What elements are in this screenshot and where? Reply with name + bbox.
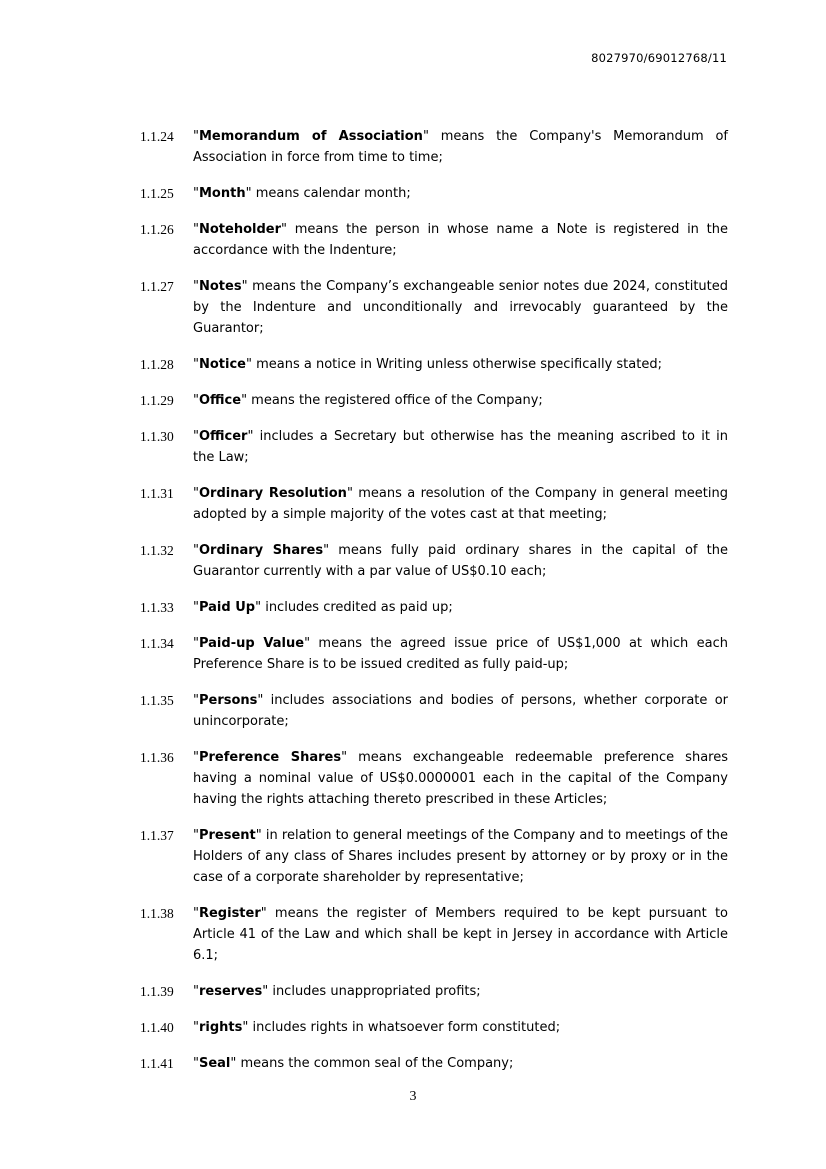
definition-item xyxy=(140,747,728,810)
definition-item xyxy=(140,633,728,675)
definition-text xyxy=(193,540,728,582)
definition-number: 1.1.28 xyxy=(140,357,174,372)
open-quote: " xyxy=(193,600,199,615)
open-quote: " xyxy=(193,186,199,201)
definition-body-text: means fully paid ordinary shares in the capital of the Guarantor currently with a par value of US$0.10 each; xyxy=(193,543,728,579)
open-quote: " xyxy=(193,393,199,408)
definition-term: rights xyxy=(198,1020,243,1035)
open-quote: " xyxy=(193,750,199,765)
close-quote: " xyxy=(260,906,267,921)
definition-term: Seal xyxy=(198,1056,231,1071)
definition-item xyxy=(140,1017,728,1038)
open-quote: " xyxy=(193,828,199,843)
definition-term: Notes xyxy=(198,279,242,294)
definition-number: 1.1.41 xyxy=(140,1056,174,1071)
definition-item xyxy=(140,825,728,888)
definition-number: 1.1.27 xyxy=(140,279,174,294)
close-quote: " xyxy=(422,129,429,144)
definition-term: Paid-up Value xyxy=(198,636,305,651)
definitions-list xyxy=(140,126,728,1089)
definition-number: 1.1.38 xyxy=(140,906,174,921)
close-quote: " xyxy=(242,1020,249,1035)
definition-body-text: means the agreed issue price of US$1,000 at which each Preference Share is to be issued credited as fully paid-up; xyxy=(193,636,728,672)
definition-text xyxy=(193,219,728,261)
definition-text xyxy=(193,903,728,966)
definition-body-text: means the registered office of the Company; xyxy=(247,393,543,408)
open-quote: " xyxy=(193,636,199,651)
definition-body-text: means the person in whose name a Note is registered in the accordance with the Indenture; xyxy=(193,222,728,258)
close-quote: " xyxy=(245,186,252,201)
definition-item xyxy=(140,126,728,168)
definition-number: 1.1.37 xyxy=(140,828,174,843)
definition-number: 1.1.34 xyxy=(140,636,174,651)
open-quote: " xyxy=(193,1020,199,1035)
definition-body-text: includes a Secretary but otherwise has the meaning ascribed to it in the Law; xyxy=(193,429,728,465)
definition-term: reserves xyxy=(198,984,263,999)
definition-item xyxy=(140,276,728,339)
definition-item xyxy=(140,183,728,204)
definition-item xyxy=(140,354,728,375)
definition-text xyxy=(193,276,728,339)
definition-body-text: includes credited as paid up; xyxy=(261,600,453,615)
definition-item xyxy=(140,219,728,261)
definition-text xyxy=(193,633,728,675)
open-quote: " xyxy=(193,693,199,708)
definition-term: Present xyxy=(198,828,256,843)
open-quote: " xyxy=(193,1056,199,1071)
close-quote: " xyxy=(230,1056,237,1071)
definition-item xyxy=(140,981,728,1002)
definition-body-text: includes rights in whatsoever form constituted; xyxy=(248,1020,561,1035)
page-number: 3 xyxy=(409,1089,417,1104)
definition-number: 1.1.29 xyxy=(140,393,174,408)
definition-number: 1.1.35 xyxy=(140,693,174,708)
definition-term: Noteholder xyxy=(198,222,282,237)
definition-text xyxy=(193,690,728,732)
definition-text xyxy=(193,747,728,810)
definition-number: 1.1.36 xyxy=(140,750,174,765)
definition-text xyxy=(193,483,728,525)
close-quote: " xyxy=(255,828,262,843)
open-quote: " xyxy=(193,429,199,444)
definition-text xyxy=(193,1053,728,1074)
close-quote: " xyxy=(241,279,248,294)
close-quote: " xyxy=(281,222,287,237)
definition-term: Paid Up xyxy=(198,600,256,615)
definition-body-text: includes associations and bodies of persons, whether corporate or unincorporate; xyxy=(193,693,728,729)
definition-body-text: means the Company's Memorandum of Association in force from time to time; xyxy=(193,129,728,165)
close-quote: " xyxy=(262,984,269,999)
definition-text xyxy=(193,825,728,888)
definition-text xyxy=(193,981,728,1002)
open-quote: " xyxy=(193,129,199,144)
definition-term: Preference Shares xyxy=(198,750,342,765)
close-quote: " xyxy=(247,429,254,444)
definition-term: Officer xyxy=(198,429,248,444)
definition-number: 1.1.31 xyxy=(140,486,174,501)
definition-item xyxy=(140,690,728,732)
open-quote: " xyxy=(193,357,199,372)
definition-body-text: means calendar month; xyxy=(251,186,411,201)
definition-number: 1.1.40 xyxy=(140,1020,174,1035)
definition-term: Ordinary Resolution xyxy=(198,486,347,501)
definition-item xyxy=(140,540,728,582)
definition-text xyxy=(193,426,728,468)
definition-body-text: means the Company’s exchangeable senior notes due 2024, constituted by the Indenture and unconditionally and irrevocably guaranteed by the Guarantor; xyxy=(193,279,728,336)
definition-number: 1.1.26 xyxy=(140,222,174,237)
definition-body-text: means a resolution of the Company in general meeting adopted by a simple majority of the votes cast at that meeting; xyxy=(193,486,728,522)
open-quote: " xyxy=(193,279,199,294)
document-reference: 8027970/69012768/11 xyxy=(591,51,727,65)
definition-term: Ordinary Shares xyxy=(198,543,324,558)
definition-body-text: means the register of Members required to be kept pursuant to Article 41 of the Law and which shall be kept in Jersey in accordance with Article 6.1; xyxy=(193,906,728,963)
definition-text xyxy=(193,597,728,618)
definition-body-text: means the common seal of the Company; xyxy=(236,1056,514,1071)
definition-number: 1.1.32 xyxy=(140,543,174,558)
definition-text xyxy=(193,354,728,375)
definition-term: Memorandum of Association xyxy=(198,129,423,144)
definition-number: 1.1.33 xyxy=(140,600,174,615)
open-quote: " xyxy=(193,486,199,501)
definition-text xyxy=(193,1017,728,1038)
definition-body-text: in relation to general meetings of the Company and to meetings of the Holders of any class of Shares includes present by attorney or by proxy or in the case of a corporate shareholder by representative; xyxy=(193,828,728,885)
definition-number: 1.1.25 xyxy=(140,186,174,201)
definition-item xyxy=(140,483,728,525)
close-quote: " xyxy=(323,543,330,558)
definition-body-text: means a notice in Writing unless otherwise specifically stated; xyxy=(251,357,662,372)
definition-term: Notice xyxy=(198,357,246,372)
definition-item xyxy=(140,1053,728,1074)
open-quote: " xyxy=(193,543,199,558)
close-quote: " xyxy=(246,357,252,372)
definition-item xyxy=(140,903,728,966)
definition-item xyxy=(140,390,728,411)
definition-term: Persons xyxy=(198,693,258,708)
definition-text xyxy=(193,126,728,168)
definition-number: 1.1.24 xyxy=(140,129,174,144)
close-quote: " xyxy=(346,486,353,501)
definition-term: Month xyxy=(198,186,246,201)
open-quote: " xyxy=(193,906,199,921)
definition-term: Office xyxy=(198,393,242,408)
definition-body-text: includes unappropriated profits; xyxy=(268,984,481,999)
definition-text xyxy=(193,183,728,204)
definition-number: 1.1.39 xyxy=(140,984,174,999)
definition-number: 1.1.30 xyxy=(140,429,174,444)
definition-text xyxy=(193,390,728,411)
definition-item xyxy=(140,597,728,618)
definition-body-text: means exchangeable redeemable preference shares having a nominal value of US$0.0000001 each in the capital of the Company having the rights attaching thereto prescribed in these Articles; xyxy=(193,750,728,807)
close-quote: " xyxy=(255,600,262,615)
open-quote: " xyxy=(193,984,199,999)
definition-item xyxy=(140,426,728,468)
close-quote: " xyxy=(304,636,311,651)
definition-term: Register xyxy=(198,906,261,921)
open-quote: " xyxy=(193,222,199,237)
close-quote: " xyxy=(341,750,348,765)
close-quote: " xyxy=(241,393,248,408)
close-quote: " xyxy=(257,693,264,708)
